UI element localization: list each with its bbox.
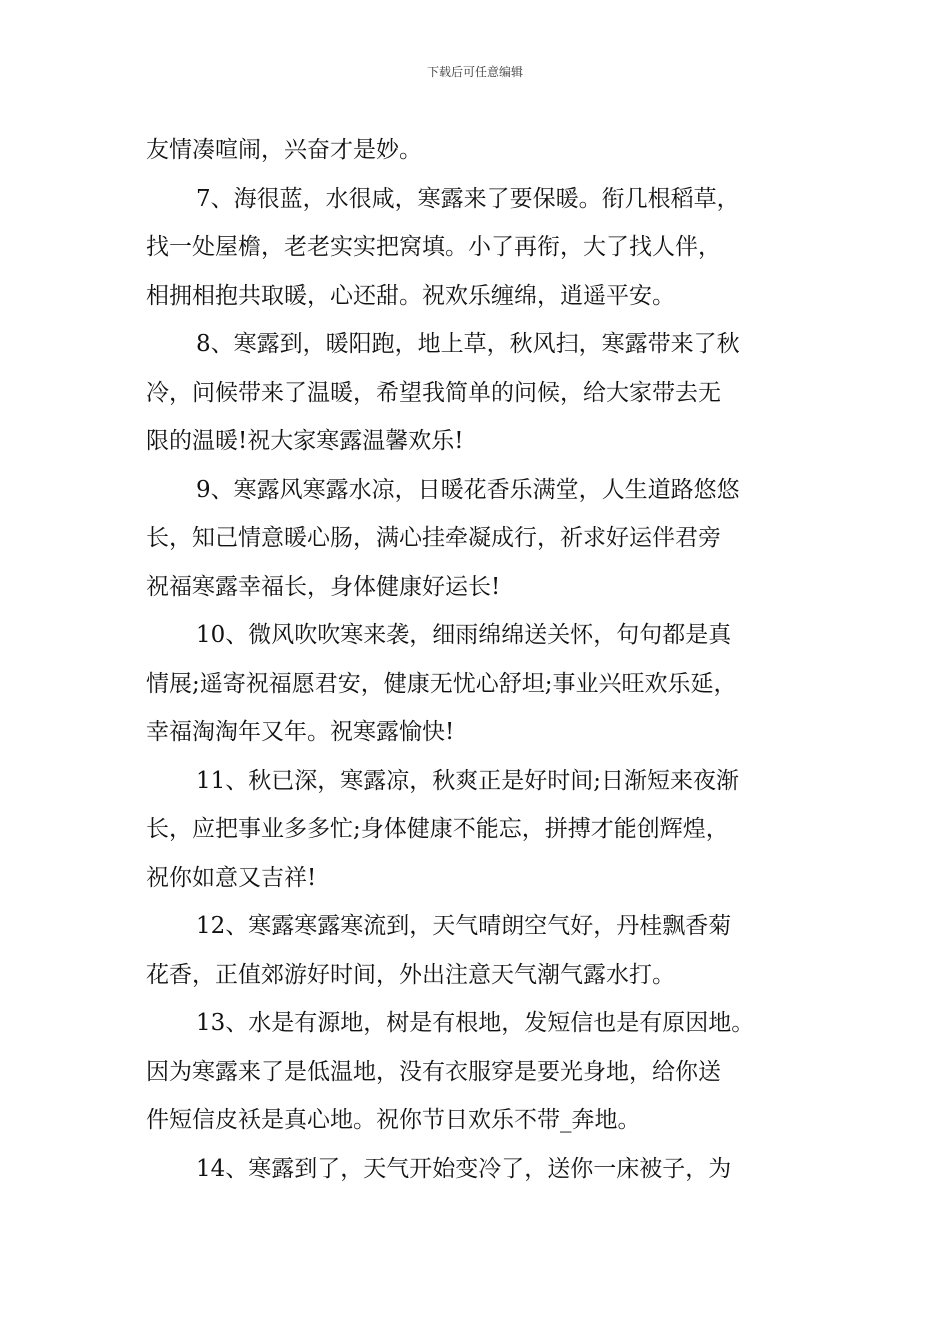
text-line: 件短信皮袄是真心地。祝你节日欢乐不带_奔地。: [146, 1107, 641, 1133]
text-line: 相拥相抱共取暖，心还甜。祝欢乐缠绵，逍遥平安。: [146, 282, 675, 309]
text-line: 因为寒露来了是低温地，没有衣服穿是要光身地，给你送: [146, 1058, 721, 1085]
text-line: 10、微风吹吹寒来袭，细雨绵绵送关怀，句句都是真: [196, 622, 732, 648]
document-body: [146, 126, 811, 1193]
text-line: 找一处屋檐，老老实实把窝填。小了再衔，大了找人伴，: [146, 234, 721, 260]
text-line: 14、寒露到了，天气开始变冷了，送你一床被子，为: [196, 1155, 732, 1182]
page-header: 下载后可任意编辑: [426, 65, 523, 79]
text-line: 限的温暖!祝大家寒露温馨欢乐!: [146, 428, 464, 454]
text-line: 花香，正值郊游好时间，外出注意天气潮气露水打。: [146, 961, 675, 988]
text-line: 8、寒露到，暖阳跑，地上草，秋风扫，寒露带来了秋: [196, 331, 740, 357]
text-line: 冷，问候带来了温暖，希望我简单的问候，给大家带去无: [146, 379, 721, 406]
text-line: 长，应把事业多多忙;身体健康不能忘，拼搏才能创辉煌，: [146, 816, 729, 842]
text-line: 11、秋已深，寒露凉，秋爽正是好时间;日渐短来夜渐: [196, 767, 740, 794]
text-line: 幸福淘淘年又年。祝寒露愉快!: [146, 719, 455, 745]
text-line: 友情凑喧闹，兴奋才是妙。: [146, 137, 422, 163]
text-line: 7、海很蓝，水很咸，寒露来了要保暖。衔几根稻草，: [196, 185, 740, 212]
text-line: 12、寒露寒露寒流到，天气晴朗空气好，丹桂飘香菊: [196, 913, 732, 939]
text-line: 情展;遥寄祝福愿君安，健康无忧心舒坦;事业兴旺欢乐延，: [146, 670, 737, 697]
text-line: 长，知己情意暖心肠，满心挂牵凝成行，祈求好运伴君旁: [146, 525, 721, 551]
text-line: 祝福寒露幸福长，身体健康好运长!: [146, 573, 501, 600]
text-line: 13、水是有源地，树是有根地，发短信也是有原因地。: [196, 1010, 755, 1036]
text-line: 祝你如意又吉祥!: [146, 864, 317, 891]
text-line: 9、寒露风寒露水凉，日暖花香乐满堂，人生道路悠悠: [196, 476, 740, 503]
